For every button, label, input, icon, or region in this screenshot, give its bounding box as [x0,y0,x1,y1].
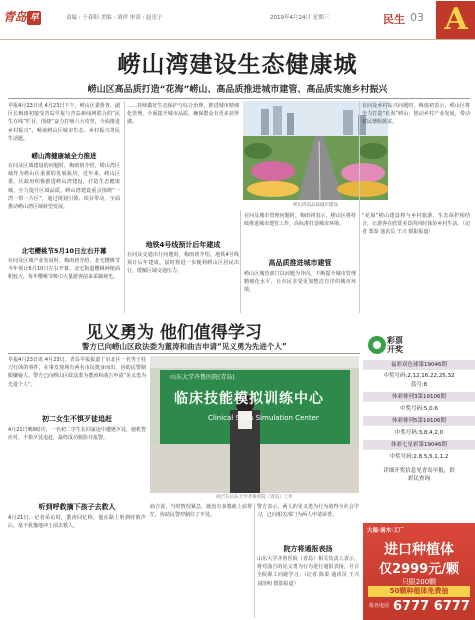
article-paragraph: “花海”崂山建设将与乡村旅游、生态保护相结合，让游客在欣赏美景的同时体验乡村生活。（记者 郑泰 通讯员 王兴 摄影报道） [362,213,470,236]
sign-top-text: 山东大学齐鲁医院(青岛) [170,374,235,381]
masthead [0,0,475,40]
ad-phone-label: 报名电话 [369,603,390,609]
lottery-results-box [363,330,475,520]
article-paragraph: 在问及交通出行问题时，梅雨初介绍，地铁4号线预计后年建成。届时将进一步便利崂山区居民出行，缓解区域交通压力。 [127,252,239,275]
section-subtitle: 地铁4号线预计后年建成 [145,241,221,249]
article-paragraph: 曲吉说，当时情况紧急，她没有多想就上前帮忙，协助民警控制住了歹徒。 [150,504,252,519]
article-paragraph: 崂山区城管部门以问题为导向，不断提升城市管理精细化水平，让市民享受更加整洁有序的城市环境。 [244,271,356,294]
ad-promo-band: 50颗种植体免费抽 [368,586,470,597]
article-paragraph: 在问及城市管理问题时，梅雨初表示，崂山区将持续推进城市建管工作，高标准打造城市环境。 [244,213,356,228]
article-paragraph: 早报4月23日讯 4月23日，青岛早报报道了市北区一名男子持刀行凶的事件，在事发现场有两名市民挺身而出，协助民警制服嫌疑人。警方已向崂山区政法委为董涛和曲吉申请“见义勇为先进个人”。 [8,357,146,388]
lottery-title [387,336,403,354]
lottery-row: 蓝号:8 [410,382,428,388]
ad-price: 仅2999元/颗 [379,562,459,577]
section-subtitle: 高品质推进城市建管 [268,259,332,267]
lottery-row: 福彩双色球第19046期 [363,360,475,370]
article2-headline: 见义勇为 他们值得学习 [86,323,262,343]
editors-line: 责编 : 于春阳 美编 : 刘祥 审读 : 赵乐宁 [66,15,163,21]
ad-limit-text: 只限200颗 [401,578,437,586]
article-paragraph: 山东大学齐鲁医院（青岛）相关负责人表示，将对曲吉的见义勇为行为进行通报表扬，号召全院职工向她学习。（记者 陈泰 通讯员 王兴 刘泽明 摄影报道） [257,556,359,587]
article-paragraph: ……持续做好生态保护与综合治理，推进城市精细化管理，全面提升城市品质，确保群众有更多获得感。 [127,103,239,126]
section-name: 民生 [383,13,405,26]
section-subtitle: 北宅樱桃节5月10日左右开幕 [21,247,107,255]
publication-date: 2019年4月24日 星期三 [270,15,330,21]
logo-badge: 早 [27,11,41,25]
lottery-row: 中奖号码:3,8,4,2,0 [394,430,444,436]
section-subtitle: 院方将通报表扬 [283,545,333,553]
lottery-title-line: 开奖 [387,345,403,354]
lottery-row: 详细开奖信息见青岛早报，供 [383,468,455,474]
section-subtitle: 初二女生不惧歹徒追赶 [42,415,112,423]
article2-subheadline: 警方已向崂山区政法委为董涛和曲吉申请“见义勇为先进个人” [82,342,287,351]
lottery-row: 彩民查询 [407,476,430,482]
logo-text: 青岛 [3,10,27,24]
column-divider [359,101,360,313]
lottery-header [363,330,475,356]
divider [8,98,470,99]
article-paragraph: 早报4月23日讯 4月23日下午，崂山区委督查、副区长梅雨初接受青岛早报与青岛新闻网联合的“民生在线”栏目，围绕“奋力打响六大攻坚，全面推进乡村振兴”，畅谈崂山区城市生态、乡村振兴等民生话题。 [8,103,120,142]
section-subtitle: 听到呼救摘下孩子去救人 [38,503,116,511]
ad-phone-number[interactable]: 6777 6777 [393,599,470,614]
article-paragraph: 4月21日晚9时许，一名初二学生在回家途中遭遇歹徒，她机智应对，不惧歹徒追赶，最终成功脱险并报警。 [8,427,146,442]
article-paragraph: 在问及区域建设的问题时，梅雨初介绍，崂山湾区域作为崂山区重要的发展板块，近年来，崂山区委、区政府积极推进崂山湾建设，打造生态健康城，全力提升区域品质。崂山湾建设重点围绕“一湾一带一片区”，通过规划引领、项目带动，全面推动崂山湾区域转型发展。 [8,163,120,211]
page-number: 03 [410,11,424,24]
lottery-row: 中奖号码:2,12,16,22,25,32 [383,373,455,379]
hospital-photo [150,356,359,493]
ad-brand: 大福·南木·工厂 [367,528,405,534]
lottery-title-line: 彩票 [387,336,403,345]
lottery-row: 体彩排列5第19106期 [363,416,475,426]
section-letter: A [436,1,475,39]
lottery-row: 中奖号码:5,0,6 [400,406,438,412]
lottery-row: 中奖号码:2,8,5,5,1,1,2 [389,454,449,460]
column-divider [240,210,241,313]
divider [8,353,360,354]
photo-caption: 曲吉在山东大学齐鲁医院（青岛）工作 [216,495,293,500]
photo-caption: 崂山湾高品质城市建设 [293,203,338,208]
main-headline: 崂山湾建设生态健康城 [117,52,358,78]
column-divider [124,101,125,313]
article-paragraph: 4月21日，记者采访时，董涛回忆称，他在路上听到呼救声后，毫不犹豫地冲上前去救人。 [8,515,146,530]
ad-main-text: 进口种植体 [384,542,454,558]
column-divider [254,503,255,618]
lottery-row: 体彩排列3第19106期 [363,392,475,402]
article-paragraph: 在问及区域产业发展时，梅雨初介绍，北宅樱桃节今年预计5月10日左右开幕。北宅街道樱桃种植面积较大，每年樱桃节吸引大量游客前来采摘观光。 [8,258,120,281]
sign-english: Clinical Skills Simulation Center [208,414,319,422]
main-subheadline: 崂山区高品质打造“花海”崂山、高品质推进城市建管、高品质实施乡村振兴 [87,85,388,95]
sign-chinese: 临床技能模拟训练中心 [174,391,324,407]
article-paragraph: 警方表示，两人的见义勇为行为值得全社会学习，已向相关部门为两人申请荣誉。 [257,504,359,519]
newspaper-logo [3,8,41,25]
article-paragraph: 在问及乡村振兴问题时，梅雨初表示，崂山区将全力打造“花海”崂山，推动乡村产业发展，带动村民增收致富。 [362,103,470,126]
lottery-row: 体彩七星彩第19046期 [363,440,475,450]
section-subtitle: 崂山湾健康城全力推进 [31,152,97,160]
lottery-ball-icon [367,335,387,355]
dental-implant-ad[interactable] [363,523,475,620]
